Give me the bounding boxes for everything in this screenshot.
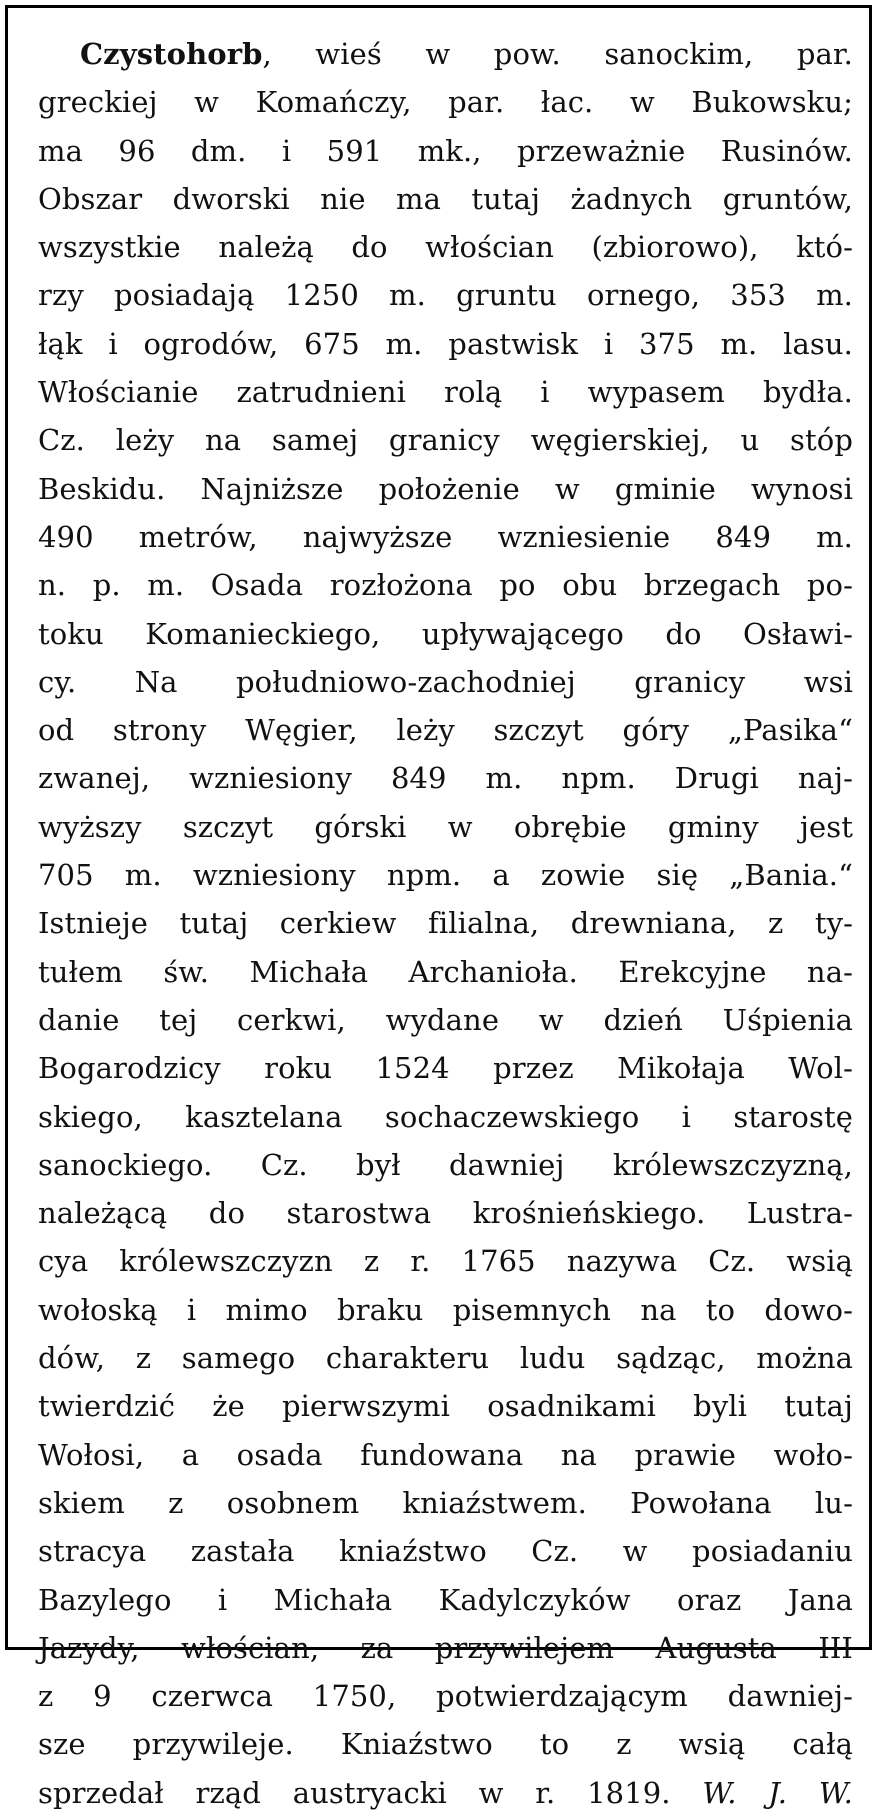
entry-line: wołoską i mimo braku pisemnych na to dowo- (38, 1292, 853, 1327)
entry-line: Jazydy, włościan, za przywilejem Augusta III (38, 1630, 853, 1665)
entry-line: dów, z samego charakteru ludu sądząc, można (38, 1341, 853, 1376)
entry-line: należącą do starostwa krośnieńskiego. Lustra- (38, 1196, 853, 1231)
entry-line: ma 96 dm. i 591 mk., przeważnie Rusinów. (38, 133, 853, 168)
entry-line: Bazylego i Michała Kadylczyków oraz Jana (38, 1582, 853, 1617)
entry-line: danie tej cerkwi, wydane w dzień Uśpienia (38, 1002, 853, 1037)
entry-line: cya królewszczyzn z r. 1765 nazywa Cz. wsią (38, 1244, 853, 1279)
entry-line: stracya zastała kniaźstwo Cz. w posiadaniu (38, 1534, 853, 1569)
last-line-text: sprzedał rząd austryacki w r. 1819. (38, 1775, 671, 1810)
entry-line: Włościanie zatrudnieni rolą i wypasem bydła. (38, 375, 853, 410)
entry-line: toku Komanieckiego, upływającego do Osławi- (38, 616, 853, 651)
entry-line: twierdzić że pierwszymi osadnikami byli tutaj (38, 1389, 853, 1424)
entry-line-last (38, 1769, 853, 1817)
entry-line: rzy posiadają 1250 m. gruntu ornego, 353 m. (38, 278, 853, 313)
entry-line: Bogarodzicy roku 1524 przez Mikołaja Wol- (38, 1051, 853, 1086)
entry-line: zwanej, wzniesiony 849 m. npm. Drugi naj- (38, 761, 853, 796)
entry-line: Obszar dworski nie ma tutaj żadnych gruntów, (38, 181, 853, 216)
entry-line: Istnieje tutaj cerkiew filialna, drewniana, z ty- (38, 906, 853, 941)
page-border (5, 5, 872, 1810)
entry-headword: Czystohorb (80, 37, 263, 71)
entry-line: Cz. leży na samej granicy węgierskiej, u stóp (38, 423, 853, 458)
entry-line: wszystkie należą do włościan (zbiorowo), któ- (38, 230, 853, 265)
entry-line: łąk i ogrodów, 675 m. pastwisk i 375 m. lasu. (38, 326, 853, 361)
entry-line: z 9 czerwca 1750, potwierdzającym dawniej- (38, 1679, 853, 1714)
entry-line: 705 m. wzniesiony npm. a zowie się „Bania.“ (38, 858, 853, 893)
entry-line: n. p. m. Osada rozłożona po obu brzegach po- (38, 568, 853, 603)
entry-line: tułem św. Michała Archanioła. Erekcyjne na- (38, 954, 853, 989)
entry-line: sanockiego. Cz. był dawniej królewszczyzną, (38, 1147, 853, 1182)
entry-line: skiego, kasztelana sochaczewskiego i starostę (38, 1099, 853, 1134)
first-line-text: , wieś w pow. sanockim, par. (262, 37, 853, 71)
entry-line: Wołosi, a osada fundowana na prawie woło- (38, 1437, 853, 1472)
entry-line: Beskidu. Najniższe położenie w gminie wynosi (38, 471, 853, 506)
entry-line: sze przywileje. Kniaźstwo to z wsią całą (38, 1727, 853, 1762)
encyclopedia-entry (38, 30, 853, 1817)
entry-line-1 (38, 30, 853, 78)
entry-line: greckiej w Komańczy, par. łac. w Bukowsku; (38, 85, 853, 120)
entry-line: skiem z osobnem kniaźstwem. Powołana lu- (38, 1485, 853, 1520)
entry-line: cy. Na południowo-zachodniej granicy wsi (38, 664, 853, 699)
entry-line: od strony Węgier, leży szczyt góry „Pasika“ (38, 713, 853, 748)
entry-line: wyższy szczyt górski w obrębie gminy jest (38, 809, 853, 844)
entry-line: 490 metrów, najwyższe wzniesienie 849 m. (38, 519, 853, 554)
author-signature: W. J. W. (702, 1775, 853, 1810)
